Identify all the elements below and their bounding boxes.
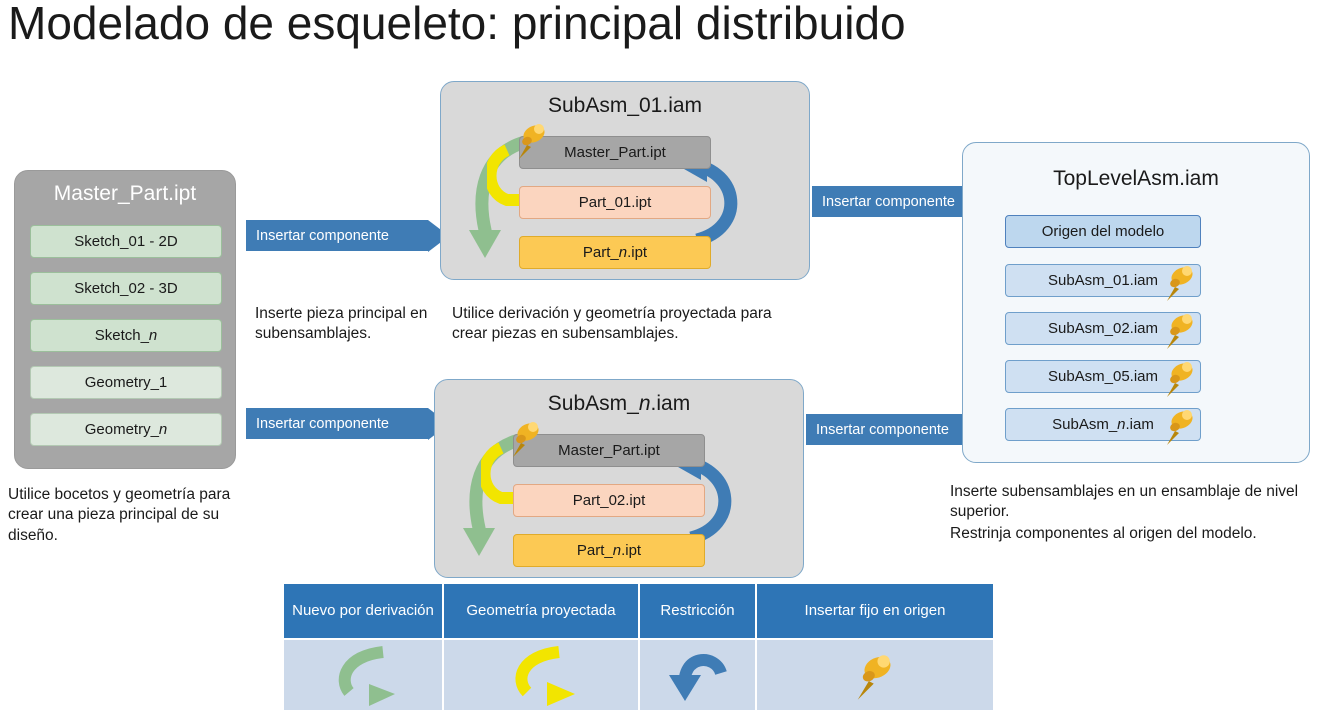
chip-master-part-subn: Master_Part.ipt	[513, 434, 705, 467]
chip-part-n-subn	[513, 534, 705, 567]
constrain-arrow-icon	[663, 647, 733, 703]
chip-sketch-02: Sketch_02 - 3D	[30, 272, 222, 305]
master-part-note: Utilice bocetos y geometría para crear una pieza principal de su diseño.	[8, 486, 231, 544]
arrow-label-3: Insertar componente	[822, 193, 955, 210]
legend-cell-pin	[756, 639, 994, 711]
chip-subasm-01: SubAsm_01.iam	[1005, 264, 1201, 297]
derive-arrow-icon	[323, 644, 403, 706]
page-title: Modelado de esqueleto: principal distribuido	[8, 0, 906, 49]
chip-part-02: Part_02.ipt	[513, 484, 705, 517]
chip-sketch-01: Sketch_01 - 2D	[30, 225, 222, 258]
subasm-n-title: SubAsm_n.iam	[547, 392, 691, 415]
chip-part-n-subn-label: Part_n.ipt	[576, 542, 642, 559]
subasm-01-note: Utilice derivación y geometría proyectada para crear piezas en subensamblajes.	[452, 305, 772, 343]
chip-part-01: Part_01.ipt	[519, 186, 711, 219]
insert-main-note-1: Inserte pieza principal en subensamblajes.	[255, 305, 428, 343]
legend-header-insert-origin: Insertar fijo en origen	[756, 583, 994, 639]
master-part-title: Master_Part.ipt	[53, 182, 197, 205]
chip-sketch-n-label: Sketch_n	[94, 327, 158, 344]
legend-header-constrain: Restricción	[639, 583, 756, 639]
pin-icon	[515, 119, 549, 161]
toplevel-asm-panel	[962, 142, 1310, 463]
chip-subasm-05: SubAsm_05.iam	[1005, 360, 1201, 393]
legend-table	[283, 583, 994, 711]
toplevel-title: TopLevelAsm.iam	[1053, 167, 1219, 190]
chip-geometry-n	[30, 413, 222, 446]
chip-part-n-sub01-label: Part_n.ipt	[582, 244, 648, 261]
arrow-insert-component-3	[812, 186, 972, 217]
legend-cell-derive	[283, 639, 443, 711]
arrow-label-4: Insertar componente	[816, 421, 949, 438]
chip-subasm-02: SubAsm_02.iam	[1005, 312, 1201, 345]
chip-geometry-1: Geometry_1	[30, 366, 222, 399]
arrow-insert-component-1	[246, 220, 428, 251]
chip-origen-modelo: Origen del modelo	[1005, 215, 1201, 248]
pin-icon	[854, 649, 896, 701]
pin-icon	[1163, 405, 1197, 447]
pin-icon	[509, 417, 543, 459]
arrow-insert-component-4	[806, 414, 972, 445]
subasm-01-panel	[440, 81, 810, 280]
pin-icon	[1163, 357, 1197, 399]
arrow-label-2: Insertar componente	[256, 415, 389, 432]
project-arrow-icon	[501, 644, 581, 706]
toplevel-note-line2: Restrinja componentes al origen del modelo.	[950, 525, 1257, 542]
chip-part-n-sub01	[519, 236, 711, 269]
subasm-n-panel	[434, 379, 804, 578]
chip-master-part-sub01: Master_Part.ipt	[519, 136, 711, 169]
legend-cell-constrain	[639, 639, 756, 711]
master-part-panel	[14, 170, 236, 469]
legend-cell-project	[443, 639, 639, 711]
chip-geometry-n-label: Geometry_n	[84, 421, 168, 438]
subasm-01-title: SubAsm_01.iam	[547, 94, 703, 117]
pin-icon	[1163, 309, 1197, 351]
toplevel-note-line1: Inserte subensamblajes en un ensamblaje de nivel superior.	[950, 483, 1299, 521]
legend-header-project: Geometría proyectada	[443, 583, 639, 639]
pin-icon	[1163, 261, 1197, 303]
arrow-label-1: Insertar componente	[256, 227, 389, 244]
arrow-insert-component-2	[246, 408, 428, 439]
chip-sketch-n	[30, 319, 222, 352]
chip-subasm-n-label: SubAsm_n.iam	[1052, 416, 1154, 433]
legend-header-derive: Nuevo por derivación	[283, 583, 443, 639]
